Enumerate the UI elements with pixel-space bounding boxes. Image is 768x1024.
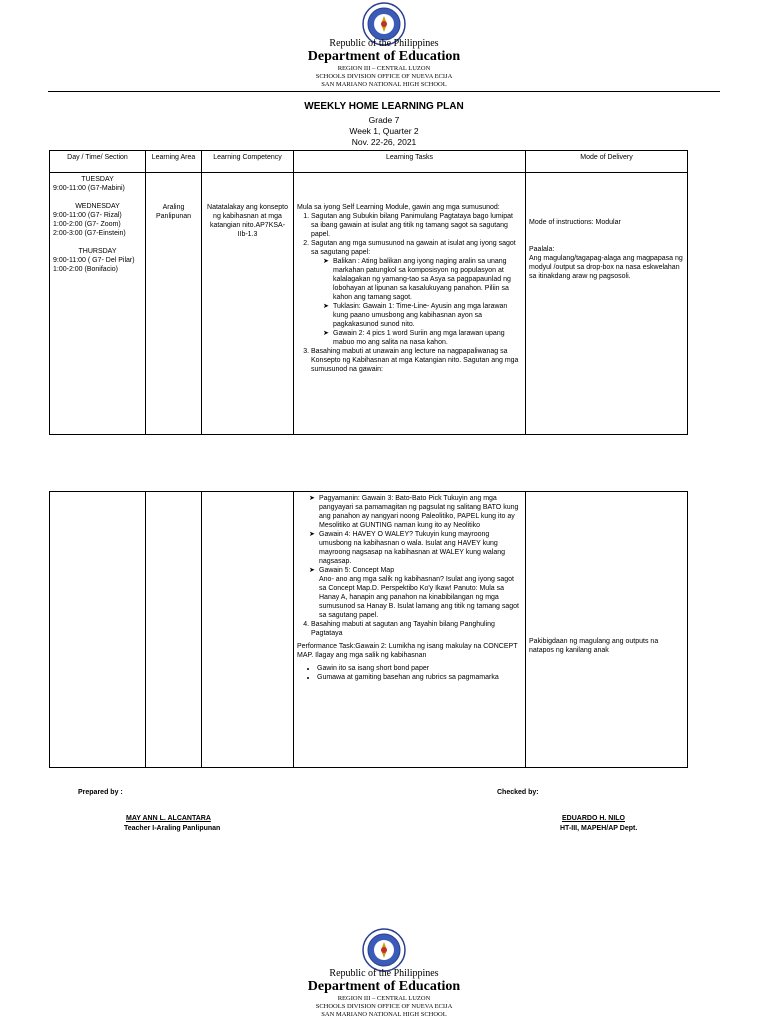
region-text-2: REGION III – CENTRAL LUZON xyxy=(337,995,431,1002)
deped-seal-icon xyxy=(362,928,406,972)
schedule-entry: 9:00-11:00 (G7- Rizal) xyxy=(53,212,122,219)
plan-table-part1 xyxy=(49,150,688,435)
task-item-text: Sagutan ang mga sumusunod na gawain at isulat ang iyong sagot sa sagutang papel: xyxy=(311,240,516,256)
preparer-name: MAY ANN L. ALCANTARA xyxy=(126,815,211,822)
school-text-2: SAN MARIANO NATIONAL HIGH SCHOOL xyxy=(321,1011,447,1018)
division-text: SCHOOLS DIVISION OFFICE OF NUEVA ECIJA xyxy=(315,73,453,80)
schedule-entry: 9:00-11:00 (G7-Mabini) xyxy=(53,185,125,192)
competency-cell: Natatalakay ang konsepto ng kabihasnan at mga katangian nito.AP7KSA-IIb-1.3 xyxy=(202,173,294,435)
schedule-entry: 1:00-2:00 (G7- Zoom) xyxy=(53,221,121,228)
learning-area-cell: Araling Panlipunan xyxy=(146,173,202,435)
subtask-item: ➤ Pagyamanin: Gawain 3: Bato-Bato Pick Tukuyin ang mga pangyayari sa pamamagitan ng pagsulat ng salitang BATO kung ang panahon ay nangyari noong Paleolitiko, PAPEL kung ito ay Mesolitiko at GUNTING naman kung ito ay Neolitiko xyxy=(309,494,522,530)
department-title-2: Department of Education xyxy=(307,979,461,994)
day-wednesday: WEDNESDAY xyxy=(75,203,120,210)
subtask-item: ➤ Balikan : Ating balikan ang iyong naging aralin sa unang markahan patungkol sa komposisyon ng populasyon at kalalagakan ng yamang-tao sa Asya sa pagpapaunlad ng lobohayan at lipunan sa kasalukuyang panahon. Piliin sa kahon ang tamang sagot. xyxy=(323,257,522,302)
paalala-label: Paalala: xyxy=(529,246,555,253)
division-text-2: SCHOOLS DIVISION OFFICE OF NUEVA ECIJA xyxy=(315,1003,453,1010)
subtask-item: ➤ Tuklasin: Gawain 1: Time-Line- Ayusin ang mga larawan kung paano umusbong ang kabihasnan ayon sa pagkakasunod sunod nito. xyxy=(323,302,522,329)
prepared-by-label: Prepared by : xyxy=(78,789,123,796)
performance-task: Performance Task:Gawain 2: Lumikha ng isang makulay na CONCEPT MAP. Ilagay ang mga salik ng kabihasnan xyxy=(297,643,518,659)
subtask-item: ➤ Gawain 4: HAVEY O WALEY? Tukuyin kung mayroong umusbong na kabihasnan o wala. Isulat ang HAVEY kung mayroong nagsasap na kabihasnan at WALEY kung walang nagsasap. xyxy=(309,530,522,566)
checked-by-label: Checked by: xyxy=(497,789,539,796)
bullet-item: • Gawin ito sa isang short bond paper xyxy=(317,664,522,673)
header-divider xyxy=(48,91,720,92)
tasks-cell-part2 xyxy=(294,492,526,768)
col-header-tasks: Learning Tasks xyxy=(294,151,526,173)
plan-grade: Grade 7 xyxy=(368,115,400,125)
col-header-competency: Learning Competency xyxy=(202,151,294,173)
task-item: 1. Sagutan ang Subukin bilang Panimulang Pagtataya bago lumipat sa ibang gawain at isulat ang titik ng tamang sagot sa sagutang papel. xyxy=(311,212,522,239)
schedule-cell-empty xyxy=(50,492,146,768)
subtask-item xyxy=(309,566,522,620)
republic-text: Republic of the Philippines xyxy=(329,38,439,49)
task-item: 3. Basahing mabuti at unawain ang lecture na nagpapaliwanag sa Konsepto ng Kabihasnan at mga Katangian nito. Sagutan ang mga sumusunod na gawain: xyxy=(311,347,522,374)
preparer-title: Teacher I-Araling Panlipunan xyxy=(124,825,221,832)
subtask-title: ➤ Gawain 5: Concept Map xyxy=(319,567,395,574)
tasks-cell-part1 xyxy=(294,173,526,435)
competency-cell-empty xyxy=(202,492,294,768)
bullet-item: • Gumawa at gamiting basehan ang rubrics sa pagmamarka xyxy=(317,673,522,682)
col-header-delivery: Mode of Delivery xyxy=(526,151,688,173)
col-header-day: Day / Time/ Section xyxy=(50,151,146,173)
subtask-item: ➤ Gawain 2: 4 pics 1 word Suriin ang mga larawan upang mabuo mo ang salita na nasa kahon. xyxy=(323,329,522,347)
schedule-entry: 2:00-3:00 (G7-Einstein) xyxy=(53,230,126,237)
paalala-text: Ang magulang/tagapag-alaga ang magpapasa ng modyul /output sa drop-box na nasa eskwelahan sa itinakdang araw ng pagsosoli. xyxy=(529,255,683,280)
schedule-entry: 1:00-2:00 (Bonifacio) xyxy=(53,266,118,273)
tasks-intro: Mula sa iyong Self Learning Module, gawin ang mga sumusunod: xyxy=(297,204,500,211)
day-thursday: THURSDAY xyxy=(78,248,117,255)
area-cell-empty xyxy=(146,492,202,768)
day-tuesday: TUESDAY xyxy=(81,176,114,183)
delivery-mode: Mode of instructions: Modular xyxy=(529,219,621,226)
col-header-area: Learning Area xyxy=(146,151,202,173)
task-item: 4. Basahing mabuti at sagutan ang Tayahin bilang Panghuling Pagtataya xyxy=(311,620,522,638)
department-title: Department of Education xyxy=(307,49,461,64)
subtask-text: Ano- ano ang mga salik ng kabihasnan? Isulat ang iyong sagot sa Concept Map.D. Perspektibo Ko'y Ikaw! Panuto: Mula sa Hanay A, hanapin ang panahon na kinabibilangan ng mga sumusunod sa Hanay B. Isulat lamang ang titik ng tamang sagot sa sagutang papel. xyxy=(319,576,520,619)
plan-week: Week 1, Quarter 2 xyxy=(349,126,419,136)
plan-title: WEEKLY HOME LEARNING PLAN xyxy=(304,101,464,112)
schedule-cell xyxy=(50,173,146,435)
checker-name: EDUARDO H. NILO xyxy=(562,815,625,822)
plan-dates: Nov. 22-26, 2021 xyxy=(351,137,417,147)
delivery-cell-part1 xyxy=(526,173,688,435)
plan-table-part2 xyxy=(49,491,688,768)
republic-text-2: Republic of the Philippines xyxy=(329,968,439,979)
task-item xyxy=(311,239,522,347)
region-text: REGION III – CENTRAL LUZON xyxy=(337,65,431,72)
checker-title: HT-III, MAPEH/AP Dept. xyxy=(560,825,638,832)
delivery-cell-part2: Pakibigdaan ng magulang ang outputs na natapos ng kanilang anak xyxy=(526,492,688,768)
school-text: SAN MARIANO NATIONAL HIGH SCHOOL xyxy=(321,81,447,88)
schedule-entry: 9:00-11:00 ( G7- Del Pilar) xyxy=(53,257,135,264)
